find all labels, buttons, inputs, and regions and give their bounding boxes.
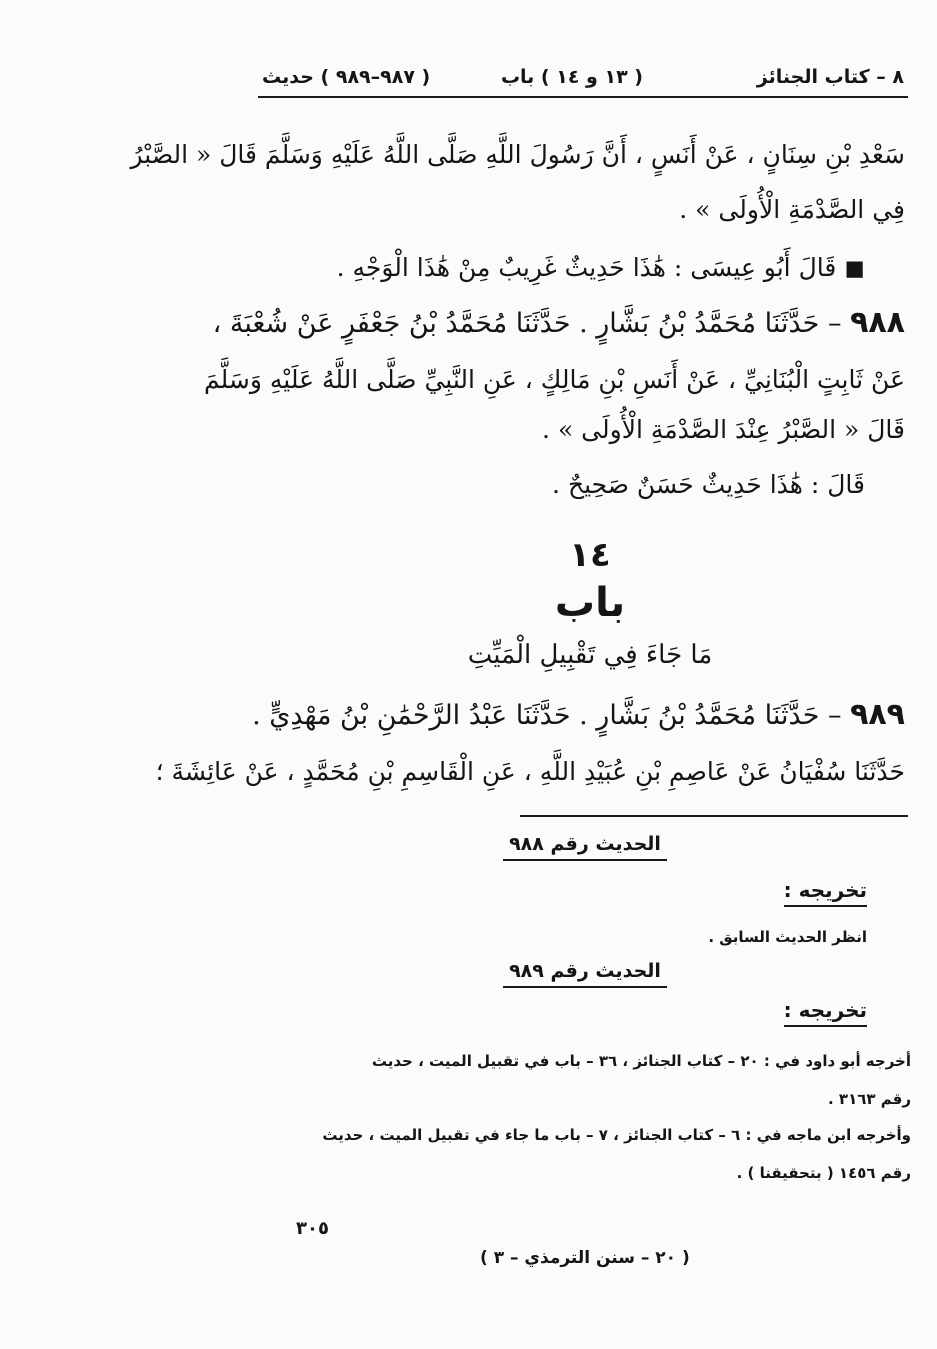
footnote-989-text-3: وأخرجه ابن ماجه في : ٦ – كتاب الجنائز ، ٧ – باب ما جاء في تقبيل الميت ، حديث <box>322 1126 911 1144</box>
chapter-number: ١٤ <box>569 535 611 575</box>
footnote-989-heading-text: الحديث رقم ٩٨٩ <box>503 960 667 988</box>
hadith-988-isnad-1: – حَدَّثَنَا مُحَمَّدُ بْنُ بَشَّارٍ . حَدَّثَنَا مُحَمَّدُ بْنُ جَعْفَرٍ عَنْ شُعْبَةَ ، <box>212 308 842 339</box>
chapter-title: مَا جَاءَ فِي تَقْبِيلِ الْمَيِّتِ <box>467 640 713 670</box>
page-number: ٣٠٥ <box>296 1218 329 1239</box>
header-book-title: ٨ – كتاب الجنائز <box>756 66 904 88</box>
chapter-heading: باب <box>554 580 626 626</box>
abu-isa-comment: ◼ قَالَ أَبُو عِيسَى : هَٰذَا حَدِيثٌ غَرِيبٌ مِنْ هَٰذَا الْوَجْهِ . <box>336 253 865 282</box>
hadith-988-grading: قَالَ : هَٰذَا حَدِيثٌ حَسَنٌ صَحِيحٌ . <box>552 470 865 499</box>
text-line-2: فِي الصَّدْمَةِ الْأُولَى » . <box>679 195 905 224</box>
footnote-989-text-4: رقم ١٤٥٦ ( بتحقيقنا ) . <box>736 1164 911 1182</box>
footnote-989-text-1: أخرجه أبو داود في : ٢٠ – كتاب الجنائز ، ٣٦ – باب في تقبيل الميت ، حديث <box>371 1052 911 1070</box>
hadith-988-line-2: عَنْ ثَابِتٍ الْبُنَانِيِّ ، عَنْ أَنَسِ بْنِ مَالِكٍ ، عَنِ النَّبِيِّ صَلَّى اللَّهُ عَلَيْهِ وَسَلَّمَ <box>204 365 905 394</box>
volume-signature: ( ٢٠ – سنن الترمذي – ٣ ) <box>480 1248 690 1268</box>
footnote-989-heading <box>0 960 937 988</box>
hadith-988-line-1 <box>213 305 905 340</box>
hadith-988-number: ٩٨٨ <box>850 305 905 340</box>
header-chapter-range: ( ١٣ و ١٤ ) باب <box>500 66 643 88</box>
footnote-separator <box>520 815 908 817</box>
hadith-989-line-2: حَدَّثَنَا سُفْيَانُ عَنْ عَاصِمِ بْنِ عُبَيْدِ اللَّهِ ، عَنِ الْقَاسِمِ بْنِ مُحَمَّدٍ ، عَنْ عَائِشَةَ ؛ <box>155 757 905 786</box>
running-header <box>258 62 908 98</box>
header-hadith-range: ( ٩٨٧–٩٨٩ ) حديث <box>262 66 431 88</box>
hadith-989-isnad-1: – حَدَّثَنَا مُحَمَّدُ بْنُ بَشَّارٍ . حَدَّثَنَا عَبْدُ الرَّحْمَٰنِ بْنُ مَهْدِيٍّ . <box>252 700 842 731</box>
hadith-989-line-1 <box>252 697 905 732</box>
text-line-1: سَعْدِ بْنِ سِنَانٍ ، عَنْ أَنَسٍ ، أَنَّ رَسُولَ اللَّهِ صَلَّى اللَّهُ عَلَيْهِ وَسَلَّمَ قَالَ « الصَّبْرُ <box>130 140 905 169</box>
hadith-989-number: ٩٨٩ <box>850 697 905 732</box>
footnote-988-heading <box>0 833 937 861</box>
hadith-988-line-3: قَالَ « الصَّبْرُ عِنْدَ الصَّدْمَةِ الْأُولَى » . <box>542 415 905 444</box>
footnote-989-text-2: رقم ٣١٦٣ . <box>828 1090 911 1108</box>
footnote-988-text: انظر الحديث السابق . <box>708 928 867 946</box>
footnote-989-label: تخريجه : <box>784 998 867 1027</box>
footnote-988-heading-text: الحديث رقم ٩٨٨ <box>503 833 667 861</box>
footnote-988-label: تخريجه : <box>784 878 867 907</box>
